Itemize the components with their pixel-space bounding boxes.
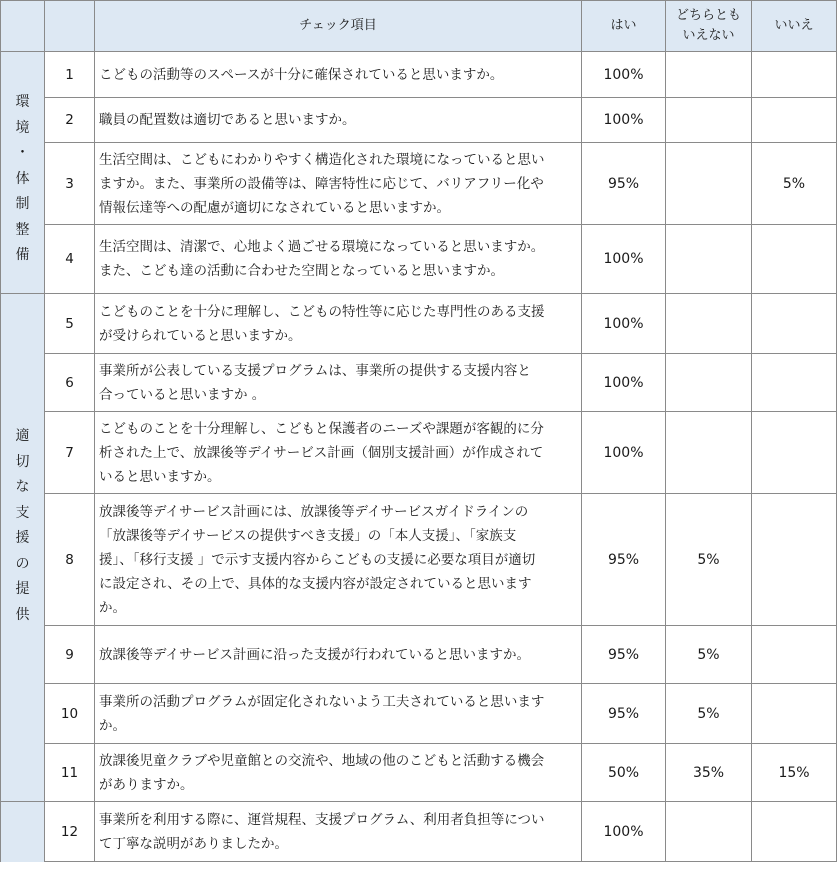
table-row: [1, 494, 837, 626]
table-row: [1, 354, 837, 412]
check-item-line: 合っていると思いますか 。: [99, 386, 266, 403]
check-item-line: 放課後等デイサービス計画には、放課後等デイサービスガイドラインの: [99, 503, 529, 520]
yes-value: 100%: [582, 802, 666, 862]
check-item-line: 放課後等デイサービス計画に沿った支援が行われていると思いますか。: [99, 646, 531, 663]
check-item-text: [95, 52, 582, 98]
check-item-text: [95, 354, 582, 412]
header-yes: はい: [582, 1, 666, 52]
check-item-line: か。: [99, 717, 126, 734]
table-body: [1, 52, 837, 862]
no-value: [752, 225, 837, 294]
neutral-value: 5%: [666, 626, 752, 684]
header-category: [1, 1, 45, 52]
header-neutral-line1: どちらとも: [675, 8, 741, 23]
neutral-value: 5%: [666, 684, 752, 744]
category-cell: [1, 802, 45, 862]
no-value: [752, 684, 837, 744]
neutral-value: 35%: [666, 744, 752, 802]
category-label: [1, 294, 44, 628]
check-item-text: [95, 684, 582, 744]
neutral-value: [666, 225, 752, 294]
table-row: [1, 684, 837, 744]
check-item-text: [95, 626, 582, 684]
row-number: 4: [45, 225, 95, 294]
row-number: 5: [45, 294, 95, 354]
category-char: 境: [15, 119, 30, 136]
yes-value: 100%: [582, 225, 666, 294]
category-char: な: [15, 479, 30, 495]
category-char: 整: [15, 221, 30, 238]
check-item-line: 放課後児童クラブや児童館との交流や、地域の他のこどもと活動する機会: [99, 752, 545, 769]
check-item-line: 情報伝達等への配慮が適切になされていると思いますか。: [99, 199, 450, 216]
table-row: [1, 626, 837, 684]
row-number: 3: [45, 143, 95, 225]
table-row: [1, 52, 837, 98]
category-char: 援: [15, 530, 30, 546]
row-number: 11: [45, 744, 95, 802]
check-item-line: 生活空間は、清潔で、心地よく過ごせる環境になっていると思いますか。: [99, 239, 545, 255]
header-neutral: [666, 1, 752, 52]
table-row: [1, 744, 837, 802]
yes-value: 100%: [582, 354, 666, 412]
row-number: 8: [45, 494, 95, 626]
row-number: 12: [45, 802, 95, 862]
check-item-line: こどものことを十分に理解し、こどもの特性等に応じた専門性のある支援: [99, 303, 545, 320]
row-number: 7: [45, 412, 95, 494]
yes-value: 100%: [582, 98, 666, 143]
check-item-line: いると思いますか。: [99, 468, 221, 485]
row-number: 1: [45, 52, 95, 98]
check-item-text: [95, 412, 582, 494]
category-char: 切: [15, 453, 30, 470]
no-value: 5%: [752, 143, 837, 225]
neutral-value: [666, 98, 752, 143]
check-item-line: か。: [99, 599, 126, 616]
table-row: [1, 225, 837, 294]
neutral-value: [666, 412, 752, 494]
yes-value: 95%: [582, 494, 666, 626]
yes-value: 95%: [582, 143, 666, 225]
category-char: 適: [15, 428, 30, 444]
check-item-line: 事業所が公表している支援プログラムは、事業所の提供する支援内容と: [99, 362, 531, 379]
category-char: 提: [15, 581, 30, 597]
check-item-line: がありますか。: [99, 776, 194, 793]
check-item-text: [95, 294, 582, 354]
check-item-text: [95, 744, 582, 802]
check-item-line: に設定され、その上で、具体的な支援内容が設定されていると思います: [99, 575, 532, 592]
neutral-value: [666, 52, 752, 98]
check-item-line: ますか。また、事業所の設備等は、障害特性に応じて、バリアフリー化や: [99, 175, 544, 192]
no-value: 15%: [752, 744, 837, 802]
category-label: [1, 52, 44, 269]
check-item-text: [95, 802, 582, 862]
table-row: [1, 802, 837, 862]
no-value: [752, 354, 837, 412]
table-row: [1, 294, 837, 354]
no-value: [752, 98, 837, 143]
category-cell: [1, 52, 45, 294]
check-item-line: 援」、「移行支援 」で示す支援内容からこどもの支援に必要な項目が適切: [99, 551, 536, 568]
category-char: 環: [15, 94, 30, 110]
neutral-value: [666, 294, 752, 354]
category-cell: [1, 294, 45, 802]
header-row: [1, 1, 837, 52]
table-row: [1, 143, 837, 225]
no-value: [752, 412, 837, 494]
neutral-value: [666, 143, 752, 225]
header-no: いいえ: [752, 1, 837, 52]
no-value: [752, 494, 837, 626]
neutral-value: [666, 354, 752, 412]
row-number: 2: [45, 98, 95, 143]
yes-value: 100%: [582, 52, 666, 98]
yes-value: 95%: [582, 684, 666, 744]
check-item-line: 「放課後等デイサービスの提供すべき支援」の「本人支援」、「家族支: [99, 527, 517, 544]
category-char: 制: [15, 196, 30, 212]
category-char: の: [15, 555, 30, 572]
check-item-line: 事業所を利用する際に、運営規程、支援プログラム、利用者負担等につい: [99, 811, 545, 828]
check-item-line: が受けられていると思いますか。: [99, 327, 302, 344]
no-value: [752, 294, 837, 354]
check-item-line: こどもの活動等のスペースが十分に確保されていると思いますか。: [99, 66, 504, 83]
neutral-value: 5%: [666, 494, 752, 626]
no-value: [752, 52, 837, 98]
row-number: 10: [45, 684, 95, 744]
no-value: [752, 802, 837, 862]
table-row: [1, 412, 837, 494]
check-item-text: [95, 98, 582, 143]
header-check-item: チェック項目: [95, 1, 582, 52]
check-item-text: [95, 494, 582, 626]
category-char: 備: [15, 247, 30, 263]
check-item-line: また、こども達の活動に合わせた空間となっていると思いますか。: [99, 263, 504, 279]
category-char: ・: [15, 145, 30, 161]
row-number: 6: [45, 354, 95, 412]
category-char: 体: [15, 170, 30, 187]
yes-value: 100%: [582, 412, 666, 494]
yes-value: 100%: [582, 294, 666, 354]
check-item-line: 生活空間は、こどもにわかりやすく構造化された環境になっていると思い: [99, 151, 545, 168]
yes-value: 95%: [582, 626, 666, 684]
category-char: 供: [15, 606, 30, 623]
header-neutral-line2: いえない: [682, 28, 735, 43]
no-value: [752, 626, 837, 684]
row-number: 9: [45, 626, 95, 684]
yes-value: 50%: [582, 744, 666, 802]
check-item-line: 事業所の活動プログラムが固定化されないよう工夫されていると思います: [99, 693, 545, 710]
neutral-value: [666, 802, 752, 862]
check-item-line: 職員の配置数は適切であると思いますか。: [99, 112, 356, 128]
check-item-line: て丁寧な説明がありましたか。: [99, 835, 288, 852]
table-row: [1, 98, 837, 143]
category-char: 支: [15, 504, 30, 521]
check-item-text: [95, 143, 582, 225]
header-number: [45, 1, 95, 52]
check-item-line: 析された上で、放課後等デイサービス計画（個別支援計画）が作成されて: [99, 444, 544, 461]
check-item-line: こどものことを十分理解し、こどもと保護者のニーズや課題が客観的に分: [99, 420, 544, 437]
check-item-text: [95, 225, 582, 294]
